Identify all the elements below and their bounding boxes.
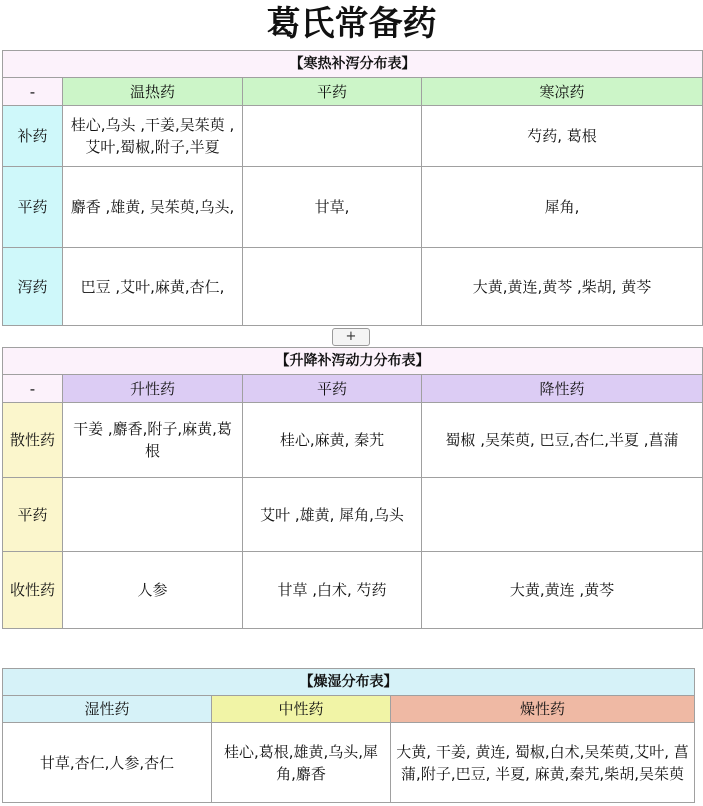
- table-cell: 甘草,杏仁,人参,杏仁: [3, 723, 212, 803]
- row-header-neutral: 平药: [3, 478, 63, 552]
- dry-wet-table: [2, 668, 695, 803]
- col-header-cool: 寒凉药: [422, 78, 703, 106]
- table-cell: 桂心,麻黄, 秦艽: [243, 403, 422, 478]
- col-header-dry: 燥性药: [391, 696, 695, 723]
- table-cell: [243, 106, 422, 167]
- table-cell: 桂心,葛根,雄黄,乌头,犀角,麝香: [212, 723, 391, 803]
- row-header-astringe: 收性药: [3, 552, 63, 629]
- table-cell: [63, 478, 243, 552]
- col-header-wet: 湿性药: [3, 696, 212, 723]
- row-header-purge: 泻药: [3, 248, 63, 326]
- table-cell: 甘草 ,白术, 芍药: [243, 552, 422, 629]
- table-cell: 干姜 ,麝香,附子,麻黄,葛根: [63, 403, 243, 478]
- table-cell: 大黄, 干姜, 黄连, 蜀椒,白术,吴茱萸,艾叶, 菖蒲,附子,巴豆, 半夏, 麻黄,秦艽,柴胡,吴茱萸: [391, 723, 695, 803]
- table-cell: [422, 478, 703, 552]
- corner-cell: -: [3, 78, 63, 106]
- table-cell: 桂心,乌头 ,干姜,吴茱萸 ,艾叶,蜀椒,附子,半夏: [63, 106, 243, 167]
- row-header-disperse: 散性药: [3, 403, 63, 478]
- col-header-neutral: 中性药: [212, 696, 391, 723]
- table-cell: 芍药, 葛根: [422, 106, 703, 167]
- col-header-neutral: 平药: [243, 375, 422, 403]
- col-header-warm: 温热药: [63, 78, 243, 106]
- col-header-neutral: 平药: [243, 78, 422, 106]
- ascend-descend-table: [2, 347, 703, 629]
- col-header-descend: 降性药: [422, 375, 703, 403]
- table-caption: 【升降补泻动力分布表】: [3, 348, 703, 375]
- col-header-ascend: 升性药: [63, 375, 243, 403]
- table-cell: 巴豆 ,艾叶,麻黄,杏仁,: [63, 248, 243, 326]
- table-cell: 麝香 ,雄黄, 吴茱萸,乌头,: [63, 167, 243, 248]
- table-cell: [243, 248, 422, 326]
- table-caption: 【燥湿分布表】: [3, 669, 695, 696]
- table-cell: 人参: [63, 552, 243, 629]
- cold-heat-table: [2, 50, 703, 326]
- table-cell: 艾叶 ,雄黄, 犀角,乌头: [243, 478, 422, 552]
- expand-toggle-button[interactable]: +: [332, 328, 370, 346]
- table-cell: 大黄,黄连,黄芩 ,柴胡, 黄芩: [422, 248, 703, 326]
- page-title: 葛氏常备药: [266, 4, 437, 44]
- corner-cell: -: [3, 375, 63, 403]
- row-header-tonify: 补药: [3, 106, 63, 167]
- table-cell: 大黄,黄连 ,黄芩: [422, 552, 703, 629]
- table-cell: 甘草,: [243, 167, 422, 248]
- row-header-neutral: 平药: [3, 167, 63, 248]
- table-cell: 蜀椒 ,吴茱萸, 巴豆,杏仁,半夏 ,菖蒲: [422, 403, 703, 478]
- table-caption: 【寒热补泻分布表】: [3, 51, 703, 78]
- table-cell: 犀角,: [422, 167, 703, 248]
